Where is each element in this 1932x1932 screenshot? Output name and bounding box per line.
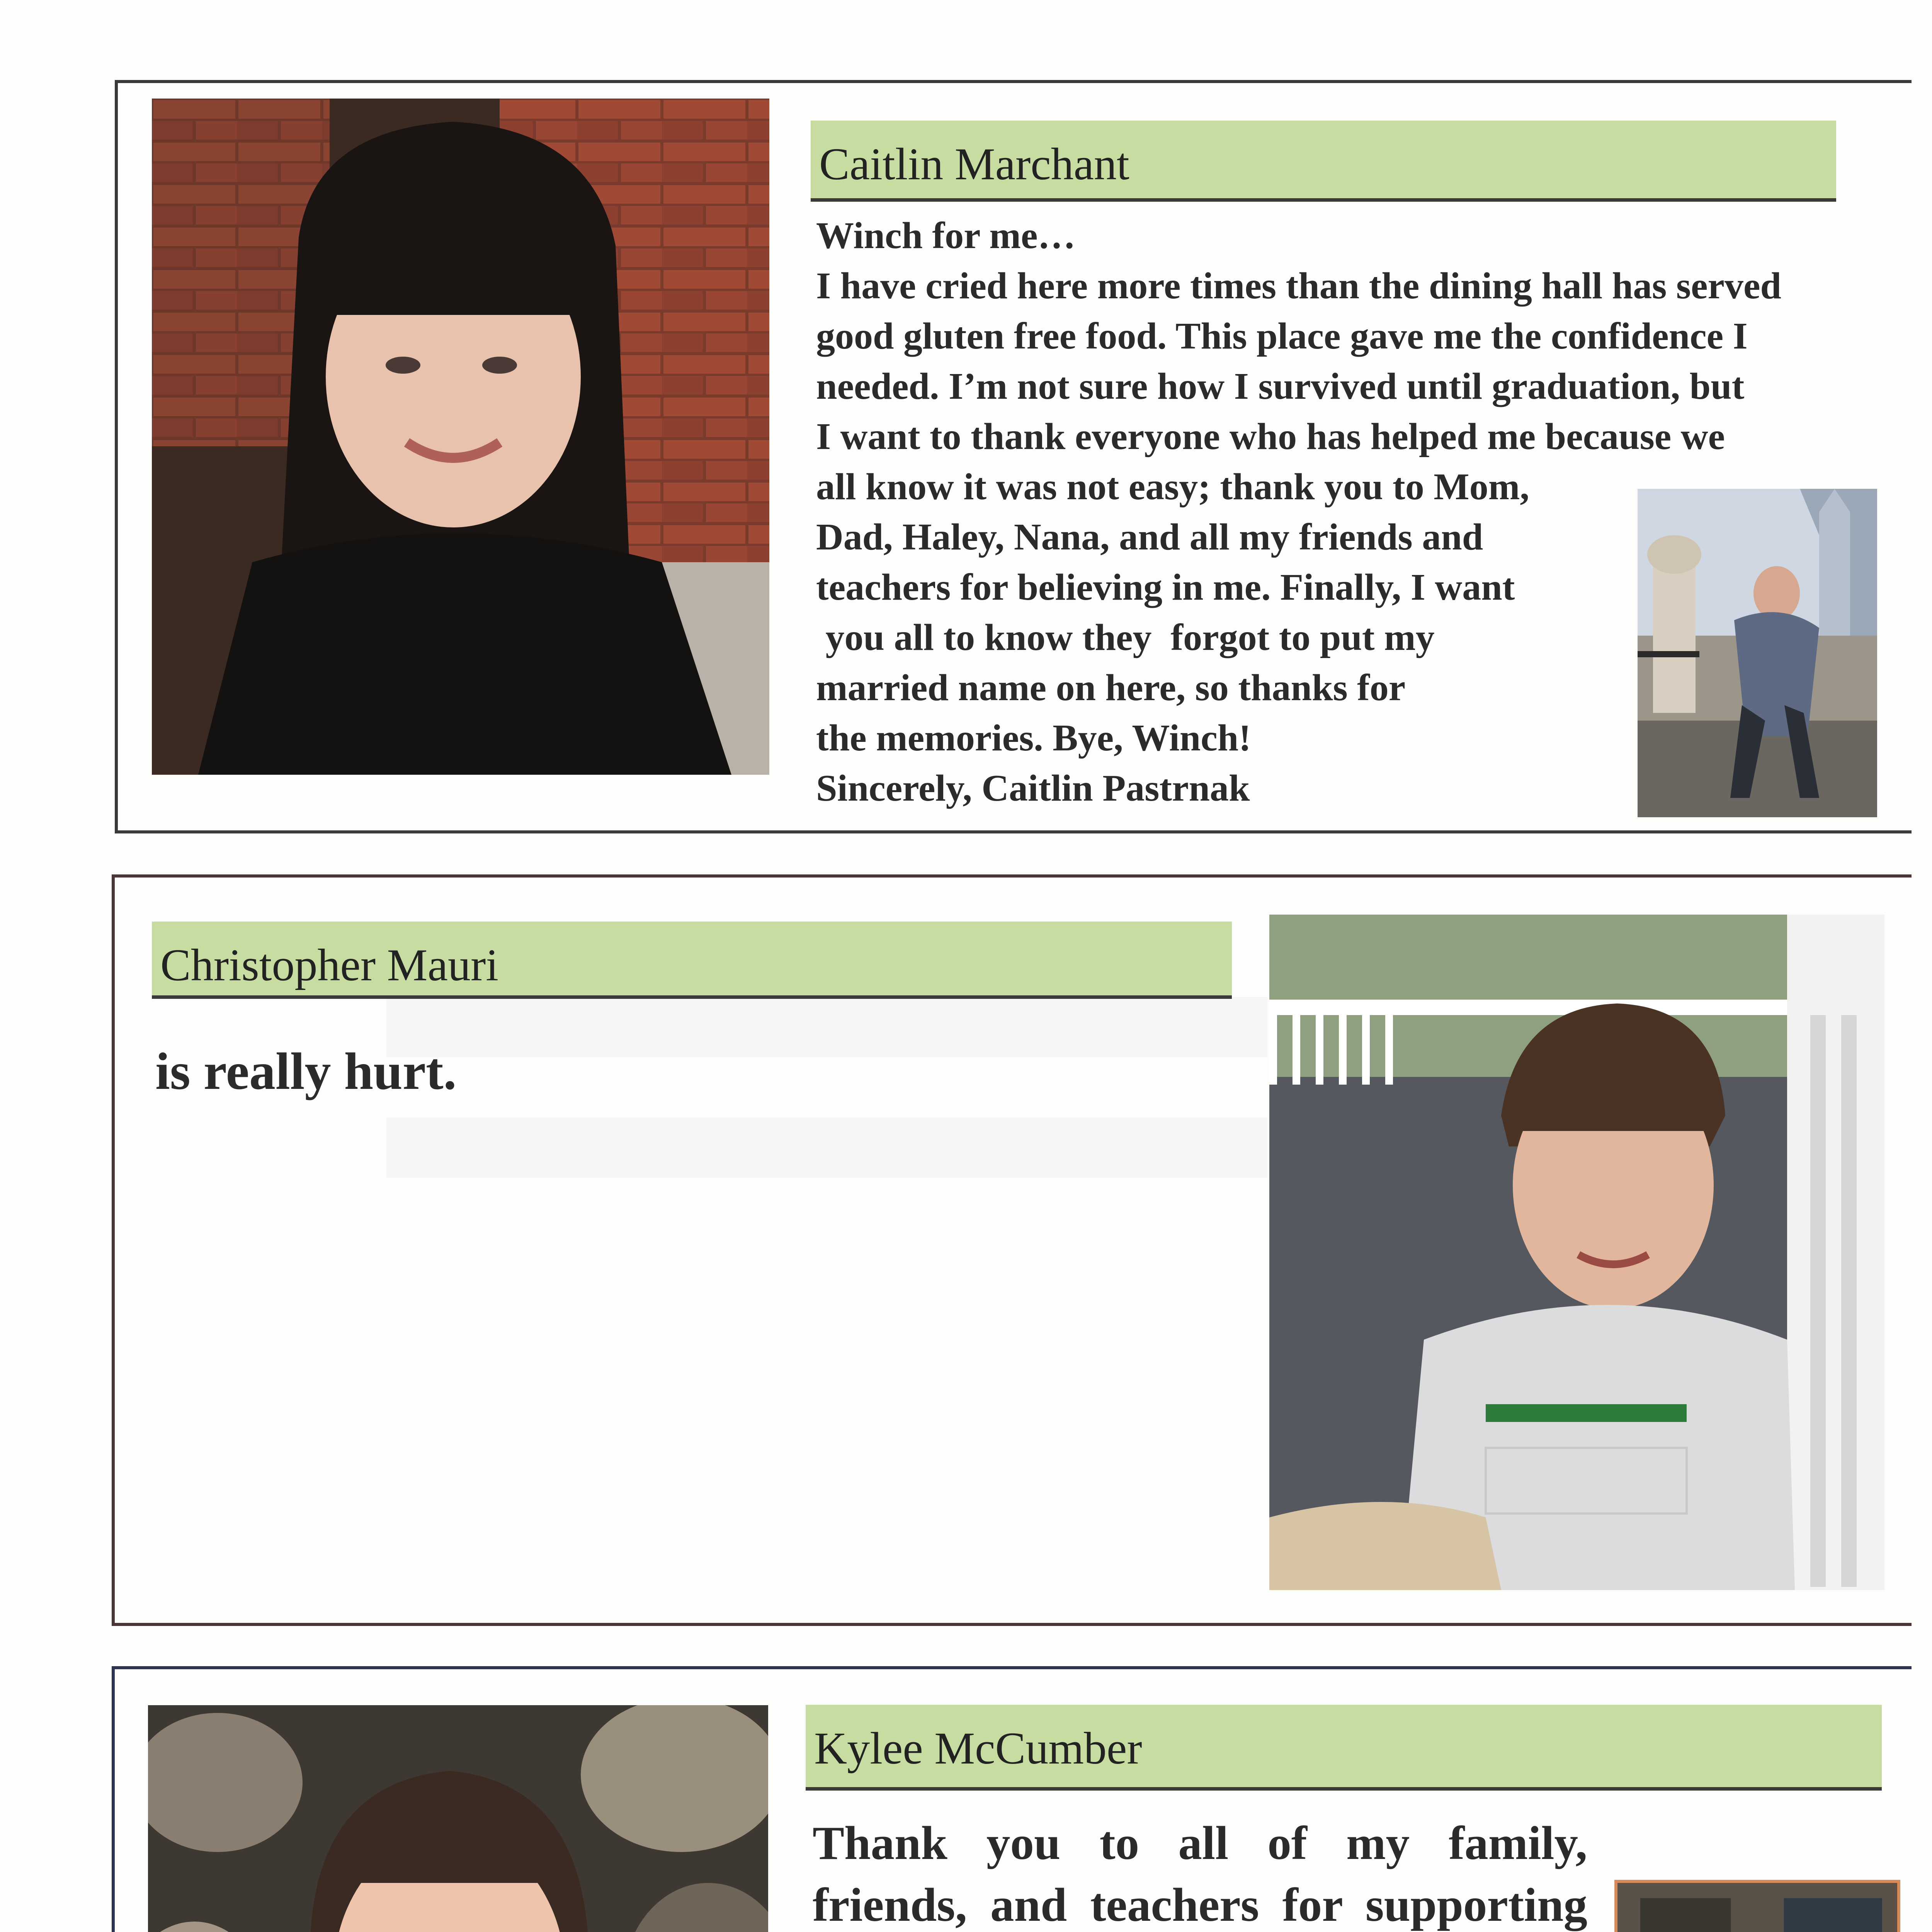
portrait-photo-christopher	[1269, 915, 1884, 1590]
caitlin-message-line: you all to know they forgot to put my	[816, 617, 1435, 658]
caitlin-message-line: the memories. Bye, Winch!	[816, 717, 1251, 759]
caitlin-message-line: needed. I’m not sure how I survived until graduation, but	[816, 366, 1745, 407]
caitlin-message-line: Sincerely, Caitlin Pastrnak	[816, 767, 1250, 809]
snapshot-photo-kylee	[1614, 1880, 1900, 1932]
student-name-kylee: Kylee McCumber	[806, 1705, 1882, 1791]
caitlin-message-line: I have cried here more times than the dining hall has served	[816, 265, 1782, 307]
christopher-message: is really hurt.	[155, 1043, 457, 1100]
portrait-photo-kylee	[148, 1705, 768, 1932]
caitlin-message-line: all know it was not easy; thank you to Mom,	[816, 466, 1529, 508]
caitlin-message-line: I want to thank everyone who has helped me because we	[816, 416, 1725, 457]
snapshot-photo-caitlin	[1638, 489, 1877, 817]
caitlin-message-line: Dad, Haley, Nana, and all my friends and	[816, 516, 1483, 558]
caitlin-message-line: teachers for believing in me. Finally, I want	[816, 566, 1515, 608]
caitlin-message-line: married name on here, so thanks for	[816, 667, 1406, 709]
caitlin-message-line: Winch for me…	[816, 215, 1076, 257]
kylee-message: Thank you to all of my family, friends, and teachers for supporting	[813, 1816, 1587, 1931]
student-name-christopher: Christopher Mauri	[152, 922, 1232, 999]
bleed-through-text	[386, 997, 1267, 1178]
caitlin-message-line: good gluten free food. This place gave me the confidence I	[816, 315, 1748, 357]
portrait-photo-caitlin	[152, 99, 769, 775]
student-name-caitlin: Caitlin Marchant	[811, 121, 1836, 202]
